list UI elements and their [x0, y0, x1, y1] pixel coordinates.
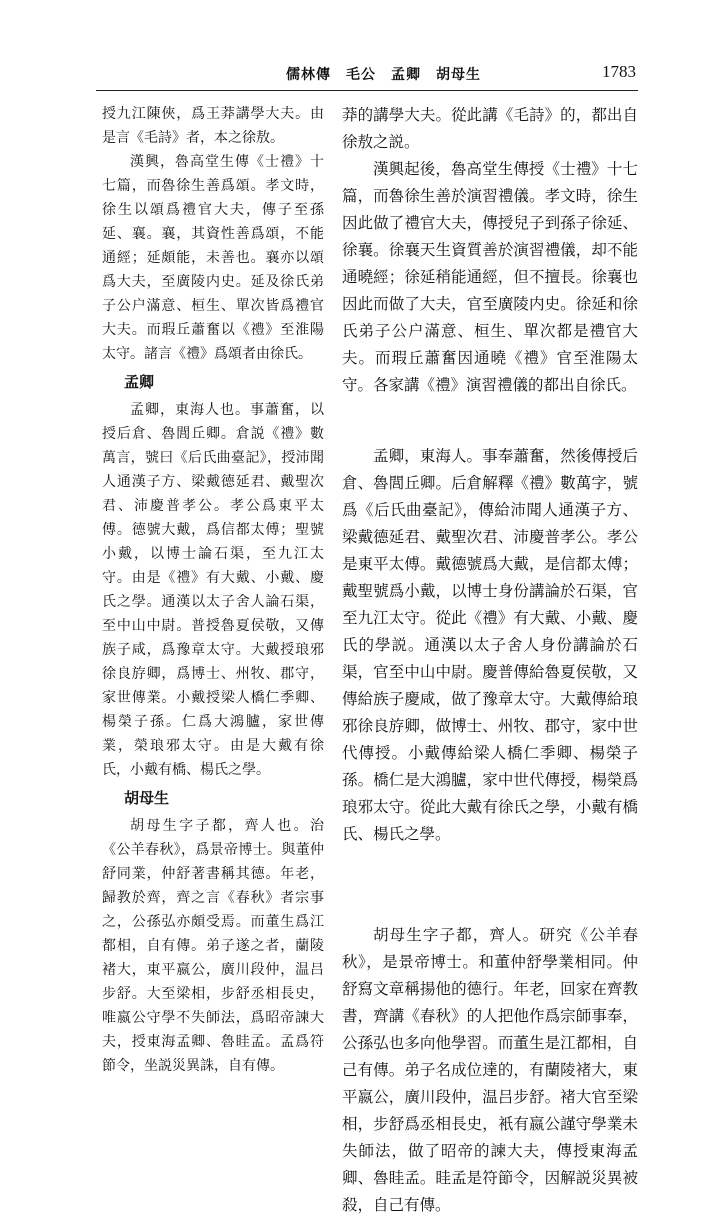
- right-paragraph-2: 漢興起後，魯高堂生傳授《士禮》十七篇，而魯徐生善於演習禮儀。孝文時，徐生因此做了禮官大夫，傳授兒子到孫子徐延、徐襄。徐襄天生資質善於演習禮儀，却不能通曉經；徐延稍能通經，但不擅長。徐襄也因此而做了大夫，官至廣陵内史。徐延和徐氏弟子公户滿意、桓生、單次都是禮官大夫。而瑕丘蕭奮因通曉《禮》官至淮陽太守。各家講《禮》演習禮儀的都出自徐氏。: [342, 160, 638, 394]
- right-paragraph-3: 孟卿，東海人。事奉蕭奮，然後傳授后倉、魯閭丘卿。后倉解釋《禮》數萬字，號爲《后氏曲臺記》，傳給沛聞人通漢子方、梁戴德延君、戴聖次君、沛慶普孝公。孝公是東平太傅。戴德號爲大戴，是信都太傅；戴聖號爲小戴，以博士身份講論於石渠，官至九江太守。從此《禮》有大戴、小戴、慶氏的學説。通漢以太子舍人身份講論於石渠，官至中山中尉。慶普傳給魯夏侯敬，又傳給族子慶咸，做了豫章太守。大戴傳給琅邪徐良斿卿，做博士、州牧、郡守，家中世代傳授。小戴傳給梁人橋仁季卿、楊榮子孫。橋仁是大鴻臚，家中世代傳授，楊榮爲琅邪太守。從此大戴有徐氏之學，小戴有橋氏、楊氏之學。: [342, 447, 638, 843]
- section-heading-meng-qing: 孟卿: [124, 373, 155, 391]
- translation-column: [342, 102, 638, 1219]
- left-paragraph-4: 胡母生字子都，齊人也。治《公羊春秋》，爲景帝博士。與董仲舒同業，仲舒著書稱其德。年老，歸教於齊，齊之言《春秋》者宗事之，公孫弘亦頗受焉。而董生爲江都相，自有傳。弟子遂之者，蘭陵褚大，東平嬴公，廣川段仲，温吕步舒。大至梁相，步舒丞相長史，唯嬴公守學不失師法，爲昭帝諫大夫，授東海孟卿、魯眭孟。孟爲符節令，坐説災異誅，自有傳。: [102, 818, 324, 1074]
- page-number: 1783: [602, 62, 636, 81]
- section-spacer: [342, 399, 638, 443]
- left-paragraph-2: 漢興，魯高堂生傳《士禮》十七篇，而魯徐生善爲頌。孝文時，徐生以頌爲禮官大夫，傳子至孫延、襄。襄，其資性善爲頌，不能通經；延頗能，未善也。襄亦以頌爲大夫，至廣陵内史。延及徐氏弟子公户滿意、桓生、單次皆爲禮官大夫。而瑕丘蕭奮以《禮》至淮陽太守。諸言《禮》爲頌者由徐氏。: [102, 154, 324, 362]
- header-rule: [96, 90, 638, 91]
- section-heading-humu-sheng: 胡母生: [124, 789, 170, 807]
- running-header: [96, 62, 636, 92]
- header-title: 儒林傳 毛公 孟卿 胡母生: [286, 67, 481, 83]
- section-spacer: [342, 848, 638, 922]
- classical-text-column: [102, 102, 324, 1078]
- right-paragraph-4: 胡母生字子都，齊人。研究《公羊春秋》，是景帝博士。和董仲舒學業相同。仲舒寫文章稱揚他的德行。年老，回家在齊教書，齊講《春秋》的人把他作爲宗師事奉，公孫弘也多向他學習。而董生是江都相，自己有傳。弟子名成位達的，有蘭陵褚大，東平嬴公，廣川段仲，温吕步舒。褚大官至梁相，步舒爲丞相長史，衹有嬴公謹守學業未失師法，做了昭帝的諫大夫，傳授東海孟卿、魯眭孟。眭孟是符節令，因解説災異被殺，自己有傳。: [342, 926, 638, 1214]
- left-paragraph-1: 授九江陳俠，爲王莽講學大夫。由是言《毛詩》者，本之徐敖。: [102, 106, 324, 146]
- right-paragraph-1: 莽的講學大夫。從此講《毛詩》的，都出自徐敖之説。: [342, 106, 638, 151]
- left-paragraph-3: 孟卿，東海人也。事蕭奮，以授后倉、魯閭丘卿。倉説《禮》數萬言，號曰《后氏曲臺記》，授沛聞人通漢子方、梁戴德延君、戴聖次君、沛慶普孝公。孝公爲東平太傅。德號大戴，爲信都太傅；聖號小戴，以博士論石渠，至九江太守。由是《禮》有大戴、小戴、慶氏之學。通漢以太子舍人論石渠，至中山中尉。普授魯夏侯敬，又傳族子咸，爲豫章太守。大戴授琅邪徐良斿卿，爲博士、州牧、郡守，家世傳業。小戴授梁人橋仁季卿、楊榮子孫。仁爲大鴻臚，家世傳業，榮琅邪太守。由是大戴有徐氏，小戴有橋、楊氏之學。: [102, 402, 324, 778]
